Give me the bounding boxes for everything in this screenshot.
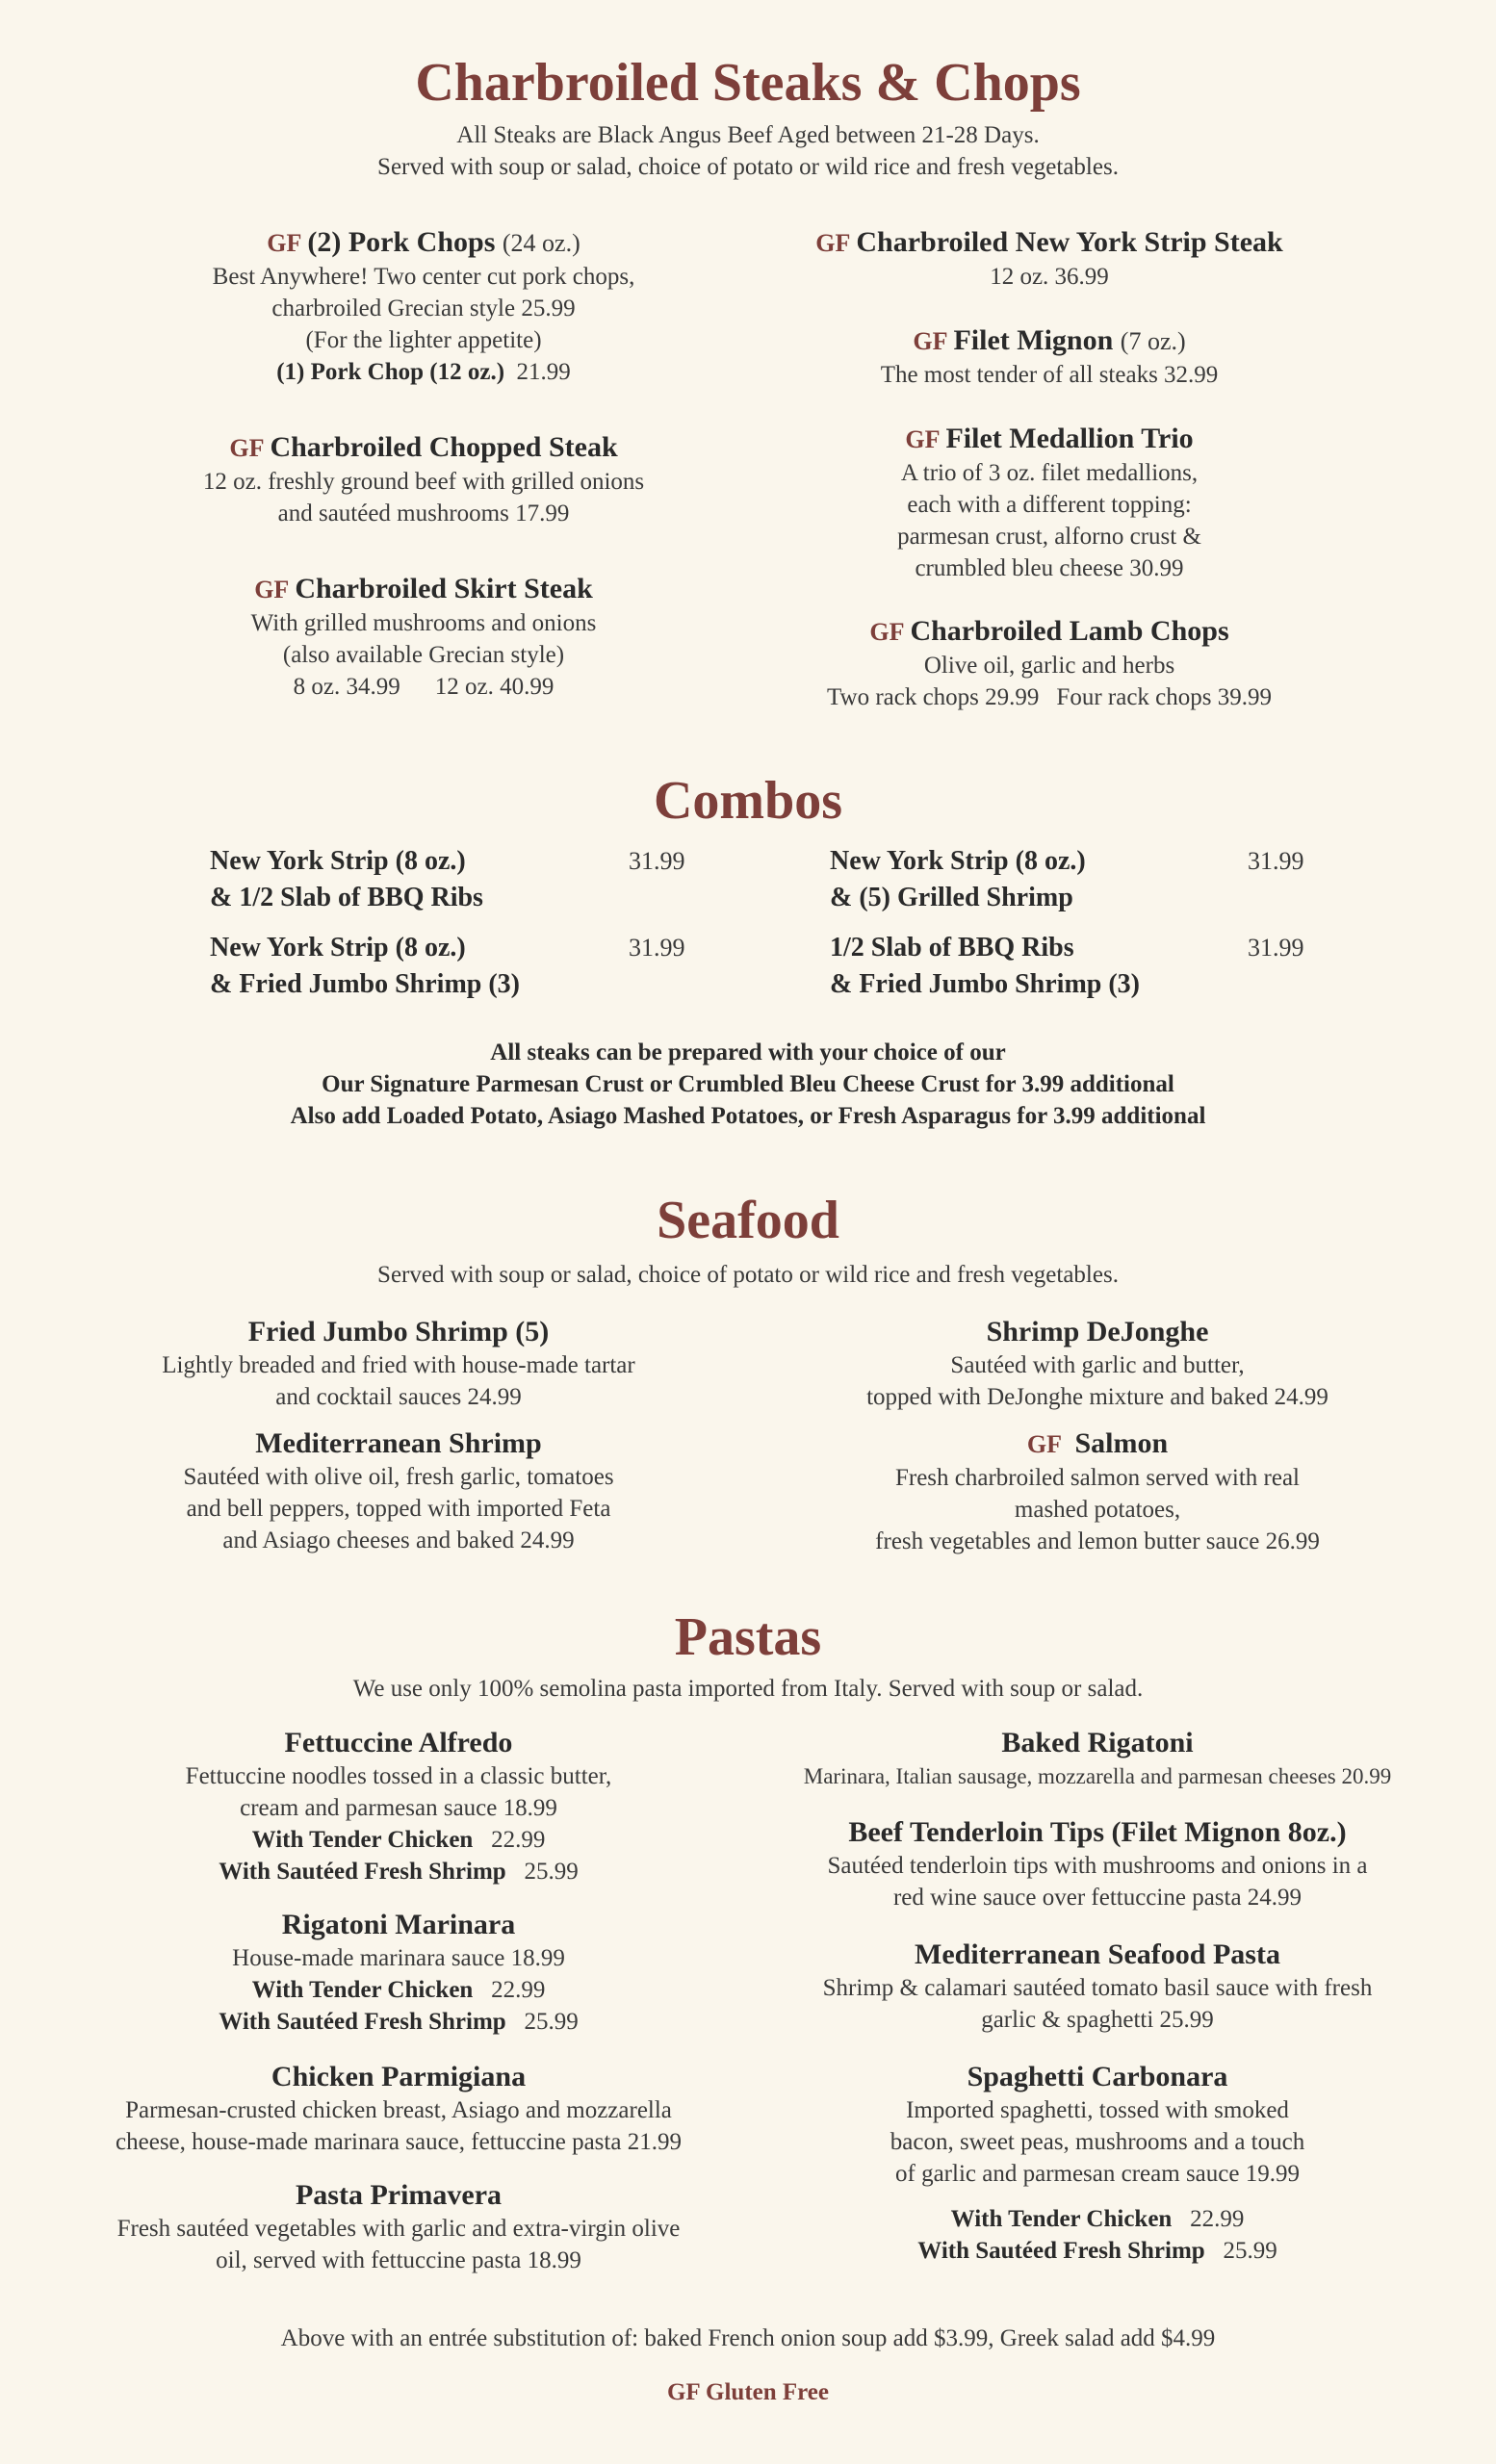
item-name: Filet Medallion Trio xyxy=(945,423,1194,454)
item-name: Fried Jumbo Shrimp (5) xyxy=(247,1316,550,1348)
crust-note-2: Our Signature Parmesan Crust or Crumbled Bleu Cheese Crust for 3.99 additional xyxy=(322,1071,1174,1097)
item-name: Charbroiled Lamb Chops xyxy=(910,615,1229,647)
item-desc: parmesan crust, alforno crust & xyxy=(897,524,1201,550)
item-desc: charbroiled Grecian style 25.99 xyxy=(271,295,576,321)
combo-price: 31.99 xyxy=(629,847,685,875)
combo-item xyxy=(210,930,520,1003)
item-desc: Sautéed tenderloin tips with mushrooms and onions in a xyxy=(827,1853,1368,1879)
item-desc: and cocktail sauces 24.99 xyxy=(275,1384,522,1410)
item-desc: The most tender of all steaks 32.99 xyxy=(880,362,1219,388)
item-desc: (also available Grecian style) xyxy=(282,642,565,668)
item-name: Pasta Primavera xyxy=(295,2179,503,2211)
item-desc: garlic & spaghetti 25.99 xyxy=(981,2007,1214,2033)
item-desc: Fresh sautéed vegetables with garlic and extra-virgin olive xyxy=(116,2216,681,2242)
menu-item-beef-tenderloin-tips xyxy=(761,1815,1434,1913)
item-desc: each with a different topping: xyxy=(907,492,1192,518)
item-desc: Best Anywhere! Two center cut pork chops, xyxy=(212,264,635,290)
steaks-subtitle-2: Served with soup or salad, choice of potato or wild rice and fresh vegetables. xyxy=(377,154,1119,180)
gf-badge: GF xyxy=(913,327,948,355)
gf-badge: GF xyxy=(267,229,302,257)
item-desc: Shrimp & calamari sautéed tomato basil sauce with fresh xyxy=(822,1975,1373,2001)
combo-price: 31.99 xyxy=(1248,847,1304,875)
item-price-option: Two rack chops 29.99 xyxy=(826,684,1040,710)
menu-item-chopped-steak xyxy=(144,430,703,529)
menu-item-skirt-steak xyxy=(144,572,703,703)
item-size: (24 oz.) xyxy=(502,229,580,257)
menu-item-pasta-primavera xyxy=(62,2178,735,2276)
combo-item xyxy=(830,843,1086,916)
item-desc: bacon, sweet peas, mushrooms and a touch xyxy=(890,2129,1305,2155)
combo-line: New York Strip (8 oz.) xyxy=(210,846,466,876)
menu-item-shrimp-dejonghe xyxy=(789,1315,1406,1413)
menu-item-baked-rigatoni xyxy=(761,1726,1434,1792)
item-desc: House-made marinara sauce 18.99 xyxy=(232,1945,565,1971)
item-variant: With Sautéed Fresh Shrimp xyxy=(219,2009,506,2035)
combo-price: 31.99 xyxy=(629,934,685,962)
substitution-note: Above with an entrée substitution of: baked French onion soup add $3.99, Greek salad add $4.99 xyxy=(280,2325,1216,2351)
item-price-option: Four rack chops 39.99 xyxy=(1056,684,1272,710)
item-desc: Parmesan-crusted chicken breast, Asiago and mozzarella xyxy=(125,2097,672,2123)
steaks-title: Charbroiled Steaks & Chops xyxy=(415,53,1081,113)
item-variant-price: 25.99 xyxy=(524,1859,579,1885)
item-variant: (1) Pork Chop (12 oz.) xyxy=(276,359,505,385)
item-name: Mediterranean Shrimp xyxy=(255,1427,542,1459)
item-desc: and sautéed mushrooms 17.99 xyxy=(277,500,570,526)
menu-item-chicken-parmigiana xyxy=(62,2060,735,2158)
menu-item-filet-mignon xyxy=(761,323,1338,391)
menu-item-lamb-chops xyxy=(761,614,1338,713)
item-name: Beef Tenderloin Tips (Filet Mignon 8oz.) xyxy=(848,1816,1347,1848)
item-desc: cheese, house-made marinara sauce, fettuccine pasta 21.99 xyxy=(116,2129,682,2155)
gf-badge: GF xyxy=(254,576,290,603)
item-desc: cream and parmesan sauce 18.99 xyxy=(240,1795,557,1821)
item-variant: With Tender Chicken xyxy=(251,1977,474,2003)
crust-note-3: Also add Loaded Potato, Asiago Mashed Potatoes, or Fresh Asparagus for 3.99 additional xyxy=(290,1103,1206,1129)
gluten-free-legend: GF Gluten Free xyxy=(666,2379,830,2405)
crust-note-1: All steaks can be prepared with your choice of our xyxy=(490,1040,1006,1065)
seafood-title: Seafood xyxy=(657,1191,839,1250)
menu-item-spaghetti-carbonara xyxy=(761,2060,1434,2267)
menu-item-salmon xyxy=(789,1426,1406,1557)
item-desc: fresh vegetables and lemon butter sauce 26.99 xyxy=(875,1528,1320,1554)
menu-item-rigatoni-marinara xyxy=(62,1908,735,2038)
combo-item xyxy=(830,930,1140,1003)
pastas-title: Pastas xyxy=(674,1607,822,1667)
combo-line: New York Strip (8 oz.) xyxy=(830,846,1086,876)
item-desc: With grilled mushrooms and onions xyxy=(250,610,597,636)
item-name: Fettuccine Alfredo xyxy=(284,1727,513,1758)
combo-item xyxy=(210,843,483,916)
combo-line: & 1/2 Slab of BBQ Ribs xyxy=(210,883,483,912)
gf-badge: GF xyxy=(229,434,265,462)
item-name: Baked Rigatoni xyxy=(1001,1727,1194,1758)
item-desc: Fettuccine noodles tossed in a classic butter, xyxy=(185,1763,612,1789)
combos-title: Combos xyxy=(653,771,843,831)
item-name: Mediterranean Seafood Pasta xyxy=(915,1938,1280,1970)
item-desc: Imported spaghetti, tossed with smoked xyxy=(906,2097,1289,2123)
item-desc: Marinara, Italian sausage, mozzarella and parmesan cheeses 20.99 xyxy=(803,1764,1392,1788)
item-name: Charbroiled Skirt Steak xyxy=(295,573,593,604)
item-desc: Sautéed with olive oil, fresh garlic, tomatoes xyxy=(183,1464,614,1490)
item-size: (7 oz.) xyxy=(1120,327,1186,355)
item-desc: 12 oz. 36.99 xyxy=(990,264,1109,290)
item-desc: Fresh charbroiled salmon served with real xyxy=(894,1465,1300,1491)
item-name: (2) Pork Chops xyxy=(307,226,496,258)
item-desc: crumbled bleu cheese 30.99 xyxy=(915,555,1184,581)
menu-item-ny-strip xyxy=(761,225,1338,293)
item-name: Charbroiled Chopped Steak xyxy=(270,431,618,463)
seafood-subtitle: Served with soup or salad, choice of potato or wild rice and fresh vegetables. xyxy=(377,1262,1119,1288)
item-variant: With Sautéed Fresh Shrimp xyxy=(917,2238,1205,2264)
item-variant-price: 25.99 xyxy=(1223,2238,1277,2264)
item-desc: of garlic and parmesan cream sauce 19.99 xyxy=(895,2161,1300,2187)
gf-badge: GF xyxy=(815,229,851,257)
item-desc: Lightly breaded and fried with house-made tartar xyxy=(162,1352,635,1378)
item-name: Rigatoni Marinara xyxy=(281,1909,516,1940)
menu-item-mediterranean-seafood-pasta xyxy=(761,1938,1434,2036)
item-variant: With Sautéed Fresh Shrimp xyxy=(219,1859,506,1885)
item-desc: topped with DeJonghe mixture and baked 24.99 xyxy=(866,1384,1328,1410)
item-variant-price: 22.99 xyxy=(491,1977,546,2003)
menu-item-fried-shrimp xyxy=(110,1315,687,1413)
item-variant-price: 25.99 xyxy=(524,2009,579,2035)
item-desc: Olive oil, garlic and herbs xyxy=(923,653,1175,679)
steaks-subtitle-1: All Steaks are Black Angus Beef Aged between 21-28 Days. xyxy=(456,122,1040,148)
menu-item-pork-chops xyxy=(144,225,703,388)
combo-line: & Fried Jumbo Shrimp (3) xyxy=(210,969,520,999)
combo-line: New York Strip (8 oz.) xyxy=(210,933,466,962)
item-desc: Sautéed with garlic and butter, xyxy=(950,1352,1245,1378)
item-name: Salmon xyxy=(1074,1427,1169,1459)
item-variant: With Tender Chicken xyxy=(950,2206,1173,2232)
item-name: Charbroiled New York Strip Steak xyxy=(856,226,1283,258)
gf-badge: GF xyxy=(905,425,941,453)
pastas-subtitle: We use only 100% semolina pasta imported from Italy. Served with soup or salad. xyxy=(352,1676,1144,1702)
item-name: Spaghetti Carbonara xyxy=(967,2061,1228,2092)
item-desc: mashed potatoes, xyxy=(1014,1497,1181,1523)
menu-item-filet-trio xyxy=(761,422,1338,584)
menu-item-fettuccine-alfredo xyxy=(62,1726,735,1887)
combo-line: & (5) Grilled Shrimp xyxy=(830,883,1073,912)
item-name: Chicken Parmigiana xyxy=(271,2061,527,2092)
item-variant: With Tender Chicken xyxy=(251,1827,474,1853)
combo-line: 1/2 Slab of BBQ Ribs xyxy=(830,933,1074,962)
item-variant-price: 22.99 xyxy=(1190,2206,1245,2232)
item-desc: 12 oz. freshly ground beef with grilled onions xyxy=(202,469,645,495)
gf-badge: GF xyxy=(1026,1430,1062,1458)
item-price-option: 12 oz. 40.99 xyxy=(434,674,555,700)
item-desc: (For the lighter appetite) xyxy=(305,327,542,353)
item-desc: and bell peppers, topped with imported Feta xyxy=(186,1496,611,1522)
item-variant-price: 21.99 xyxy=(516,359,571,385)
item-name: Shrimp DeJonghe xyxy=(986,1316,1209,1348)
gf-badge: GF xyxy=(869,618,905,646)
item-price-option: 8 oz. 34.99 xyxy=(293,674,400,700)
item-desc: and Asiago cheeses and baked 24.99 xyxy=(222,1527,575,1553)
combo-price: 31.99 xyxy=(1248,934,1304,962)
item-desc: red wine sauce over fettuccine pasta 24.99 xyxy=(892,1885,1303,1911)
menu-item-mediterranean-shrimp xyxy=(110,1426,687,1556)
item-desc: oil, served with fettuccine pasta 18.99 xyxy=(216,2247,581,2273)
item-name: Filet Mignon xyxy=(953,324,1114,356)
item-variant-price: 22.99 xyxy=(491,1827,546,1853)
combo-line: & Fried Jumbo Shrimp (3) xyxy=(830,969,1140,999)
item-desc: A trio of 3 oz. filet medallions, xyxy=(900,460,1199,486)
